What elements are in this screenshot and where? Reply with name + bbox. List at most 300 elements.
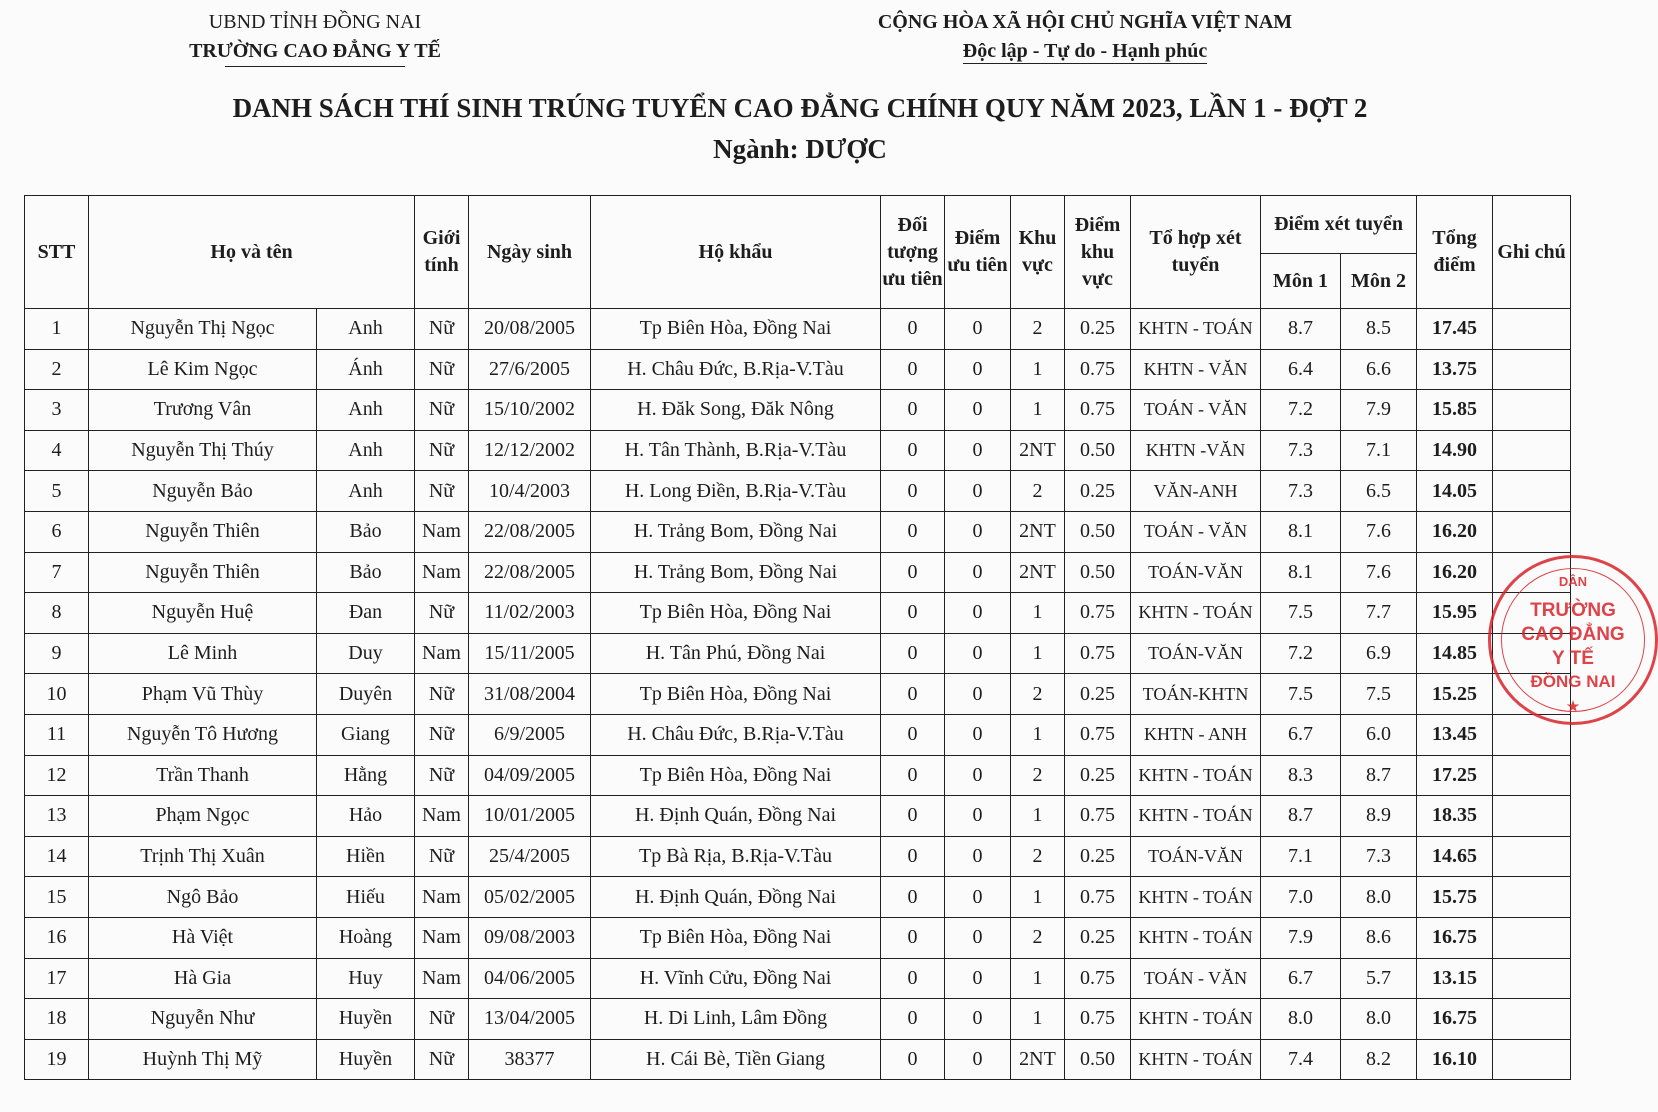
cell-priority-score: 0 xyxy=(945,836,1011,877)
cell-region: 1 xyxy=(1011,633,1065,674)
table-row xyxy=(25,511,1571,552)
cell-subject-2: 7.9 xyxy=(1341,390,1417,431)
cell-priority-score: 0 xyxy=(945,511,1011,552)
cell-region: 2 xyxy=(1011,674,1065,715)
cell-combo: TOÁN - VĂN xyxy=(1131,390,1261,431)
cell-priority-score: 0 xyxy=(945,309,1011,350)
cell-priority-group: 0 xyxy=(881,999,945,1040)
cell-region: 2 xyxy=(1011,309,1065,350)
table-row xyxy=(25,552,1571,593)
cell-priority-score: 0 xyxy=(945,958,1011,999)
table-row xyxy=(25,633,1571,674)
cell-region-score: 0.25 xyxy=(1065,836,1131,877)
cell-total: 18.35 xyxy=(1417,796,1493,837)
cell-priority-group: 0 xyxy=(881,714,945,755)
cell-priority-score: 0 xyxy=(945,796,1011,837)
cell-combo: KHTN - TOÁN xyxy=(1131,593,1261,634)
cell-note xyxy=(1493,471,1571,512)
seal-line-3: Y TẾ xyxy=(1552,648,1594,669)
cell-surname: Nguyễn Tô Hương xyxy=(89,714,317,755)
cell-surname: Nguyễn Huệ xyxy=(89,593,317,634)
cell-subject-2: 6.6 xyxy=(1341,349,1417,390)
table-row xyxy=(25,999,1571,1040)
cell-priority-score: 0 xyxy=(945,430,1011,471)
cell-note xyxy=(1493,390,1571,431)
cell-residence: H. Vĩnh Cửu, Đồng Nai xyxy=(591,958,881,999)
cell-gender: Nam xyxy=(415,511,469,552)
cell-note xyxy=(1493,755,1571,796)
table-row xyxy=(25,471,1571,512)
cell-residence: H. Trảng Bom, Đồng Nai xyxy=(591,511,881,552)
cell-region-score: 0.75 xyxy=(1065,390,1131,431)
cell-given-name: Bảo xyxy=(317,552,415,593)
cell-total: 14.05 xyxy=(1417,471,1493,512)
cell-region-score: 0.75 xyxy=(1065,877,1131,918)
cell-residence: Tp Bà Rịa, B.Rịa-V.Tàu xyxy=(591,836,881,877)
header-combo: Tổ hợp xét tuyển xyxy=(1131,196,1261,309)
cell-surname: Nguyễn Như xyxy=(89,999,317,1040)
cell-dob: 31/08/2004 xyxy=(469,674,591,715)
cell-dob: 10/01/2005 xyxy=(469,796,591,837)
cell-dob: 04/09/2005 xyxy=(469,755,591,796)
cell-region-score: 0.75 xyxy=(1065,796,1131,837)
cell-dob: 6/9/2005 xyxy=(469,714,591,755)
cell-residence: H. Tân Phú, Đồng Nai xyxy=(591,633,881,674)
cell-surname: Phạm Vũ Thùy xyxy=(89,674,317,715)
cell-note xyxy=(1493,349,1571,390)
cell-residence: Tp Biên Hòa, Đồng Nai xyxy=(591,917,881,958)
cell-surname: Trịnh Thị Xuân xyxy=(89,836,317,877)
cell-surname: Trần Thanh xyxy=(89,755,317,796)
cell-region-score: 0.25 xyxy=(1065,917,1131,958)
cell-dob: 22/08/2005 xyxy=(469,511,591,552)
cell-priority-score: 0 xyxy=(945,552,1011,593)
cell-priority-score: 0 xyxy=(945,633,1011,674)
cell-given-name: Bảo xyxy=(317,511,415,552)
cell-subject-1: 8.7 xyxy=(1261,309,1341,350)
cell-priority-group: 0 xyxy=(881,309,945,350)
cell-priority-score: 0 xyxy=(945,593,1011,634)
table-row xyxy=(25,877,1571,918)
national-motto xyxy=(845,8,1325,66)
cell-gender: Nữ xyxy=(415,755,469,796)
cell-combo: KHTN - TOÁN xyxy=(1131,796,1261,837)
cell-gender: Nam xyxy=(415,552,469,593)
cell-total: 15.25 xyxy=(1417,674,1493,715)
cell-region-score: 0.75 xyxy=(1065,593,1131,634)
cell-priority-group: 0 xyxy=(881,796,945,837)
header-subject-2: Môn 2 xyxy=(1341,254,1417,309)
cell-note xyxy=(1493,511,1571,552)
cell-region: 2NT xyxy=(1011,552,1065,593)
cell-region-score: 0.75 xyxy=(1065,349,1131,390)
cell-subject-1: 6.7 xyxy=(1261,958,1341,999)
cell-subject-2: 7.3 xyxy=(1341,836,1417,877)
cell-region-score: 0.75 xyxy=(1065,958,1131,999)
cell-note xyxy=(1493,1039,1571,1080)
cell-given-name: Duy xyxy=(317,633,415,674)
cell-total: 13.45 xyxy=(1417,714,1493,755)
cell-region-score: 0.25 xyxy=(1065,471,1131,512)
table-row xyxy=(25,796,1571,837)
cell-priority-group: 0 xyxy=(881,593,945,634)
cell-subject-1: 7.5 xyxy=(1261,593,1341,634)
cell-total: 13.15 xyxy=(1417,958,1493,999)
cell-given-name: Hoàng xyxy=(317,917,415,958)
header-total: Tổng điểm xyxy=(1417,196,1493,309)
cell-residence: H. Định Quán, Đồng Nai xyxy=(591,877,881,918)
table-row xyxy=(25,917,1571,958)
cell-residence: H. Tân Thành, B.Rịa-V.Tàu xyxy=(591,430,881,471)
cell-given-name: Hiền xyxy=(317,836,415,877)
cell-stt: 10 xyxy=(25,674,89,715)
cell-priority-score: 0 xyxy=(945,755,1011,796)
header-admission-score: Điểm xét tuyển xyxy=(1261,196,1417,254)
cell-surname: Phạm Ngọc xyxy=(89,796,317,837)
cell-combo: TOÁN-VĂN xyxy=(1131,552,1261,593)
cell-surname: Hà Việt xyxy=(89,917,317,958)
header-note: Ghi chú xyxy=(1493,196,1571,309)
cell-subject-2: 8.9 xyxy=(1341,796,1417,837)
cell-total: 16.20 xyxy=(1417,511,1493,552)
cell-combo: VĂN-ANH xyxy=(1131,471,1261,512)
cell-region: 2NT xyxy=(1011,1039,1065,1080)
cell-surname: Nguyễn Thị Ngọc xyxy=(89,309,317,350)
cell-stt: 8 xyxy=(25,593,89,634)
cell-subject-1: 7.1 xyxy=(1261,836,1341,877)
cell-given-name: Đan xyxy=(317,593,415,634)
table-row xyxy=(25,390,1571,431)
cell-residence: H. Đăk Song, Đăk Nông xyxy=(591,390,881,431)
cell-subject-2: 7.6 xyxy=(1341,511,1417,552)
cell-stt: 6 xyxy=(25,511,89,552)
cell-priority-group: 0 xyxy=(881,836,945,877)
cell-subject-2: 8.0 xyxy=(1341,877,1417,918)
cell-total: 15.95 xyxy=(1417,593,1493,634)
cell-priority-group: 0 xyxy=(881,390,945,431)
cell-residence: H. Trảng Bom, Đồng Nai xyxy=(591,552,881,593)
cell-combo: KHTN -VĂN xyxy=(1131,430,1261,471)
cell-total: 14.65 xyxy=(1417,836,1493,877)
cell-given-name: Huyền xyxy=(317,999,415,1040)
cell-total: 16.75 xyxy=(1417,917,1493,958)
cell-region: 2 xyxy=(1011,917,1065,958)
cell-priority-score: 0 xyxy=(945,877,1011,918)
cell-subject-2: 7.5 xyxy=(1341,674,1417,715)
cell-stt: 13 xyxy=(25,796,89,837)
cell-region: 1 xyxy=(1011,349,1065,390)
cell-region-score: 0.50 xyxy=(1065,1039,1131,1080)
cell-gender: Nữ xyxy=(415,999,469,1040)
cell-combo: TOÁN-KHTN xyxy=(1131,674,1261,715)
cell-subject-2: 5.7 xyxy=(1341,958,1417,999)
cell-total: 16.10 xyxy=(1417,1039,1493,1080)
cell-gender: Nữ xyxy=(415,471,469,512)
cell-given-name: Giang xyxy=(317,714,415,755)
cell-dob: 27/6/2005 xyxy=(469,349,591,390)
motto-line-1: CỘNG HÒA XÃ HỘI CHỦ NGHĨA VIỆT NAM xyxy=(877,11,1293,33)
cell-gender: Nam xyxy=(415,958,469,999)
cell-surname: Nguyễn Thiên xyxy=(89,511,317,552)
cell-stt: 5 xyxy=(25,471,89,512)
cell-combo: KHTN - ANH xyxy=(1131,714,1261,755)
cell-residence: Tp Biên Hòa, Đồng Nai xyxy=(591,674,881,715)
cell-region: 2 xyxy=(1011,755,1065,796)
cell-residence: H. Châu Đức, B.Rịa-V.Tàu xyxy=(591,714,881,755)
cell-gender: Nam xyxy=(415,796,469,837)
cell-surname: Lê Kim Ngọc xyxy=(89,349,317,390)
cell-priority-group: 0 xyxy=(881,877,945,918)
cell-surname: Hà Gia xyxy=(89,958,317,999)
cell-given-name: Anh xyxy=(317,471,415,512)
cell-stt: 15 xyxy=(25,877,89,918)
issuing-authority xyxy=(150,8,480,67)
motto-line-2: Độc lập - Tự do - Hạnh phúc xyxy=(962,40,1208,62)
cell-stt: 18 xyxy=(25,999,89,1040)
cell-dob: 15/10/2002 xyxy=(469,390,591,431)
cell-combo: TOÁN - VĂN xyxy=(1131,511,1261,552)
cell-gender: Nữ xyxy=(415,674,469,715)
org-underline xyxy=(225,66,405,67)
cell-gender: Nam xyxy=(415,633,469,674)
cell-given-name: Hảo xyxy=(317,796,415,837)
cell-gender: Nữ xyxy=(415,309,469,350)
admission-table xyxy=(24,195,1571,1080)
cell-note xyxy=(1493,309,1571,350)
cell-region: 1 xyxy=(1011,593,1065,634)
official-seal xyxy=(1488,555,1625,730)
cell-subject-1: 7.0 xyxy=(1261,877,1341,918)
seal-circle xyxy=(1488,555,1658,725)
cell-region-score: 0.75 xyxy=(1065,999,1131,1040)
cell-note xyxy=(1493,958,1571,999)
cell-subject-1: 6.4 xyxy=(1261,349,1341,390)
cell-combo: TOÁN - VĂN xyxy=(1131,958,1261,999)
header-stt: STT xyxy=(25,196,89,309)
cell-priority-score: 0 xyxy=(945,349,1011,390)
cell-priority-group: 0 xyxy=(881,755,945,796)
cell-subject-1: 7.2 xyxy=(1261,390,1341,431)
header-priority-score: Điểm ưu tiên xyxy=(945,196,1011,309)
cell-region: 1 xyxy=(1011,877,1065,918)
cell-priority-score: 0 xyxy=(945,674,1011,715)
cell-priority-score: 0 xyxy=(945,714,1011,755)
cell-subject-1: 8.1 xyxy=(1261,511,1341,552)
cell-combo: KHTN - TOÁN xyxy=(1131,309,1261,350)
cell-gender: Nam xyxy=(415,917,469,958)
cell-stt: 12 xyxy=(25,755,89,796)
cell-combo: KHTN - TOÁN xyxy=(1131,877,1261,918)
cell-subject-1: 7.3 xyxy=(1261,471,1341,512)
cell-priority-group: 0 xyxy=(881,674,945,715)
cell-priority-group: 0 xyxy=(881,552,945,593)
header-region-score: Điểm khu vực xyxy=(1065,196,1131,309)
cell-given-name: Huyền xyxy=(317,1039,415,1080)
cell-subject-2: 6.5 xyxy=(1341,471,1417,512)
cell-subject-1: 8.1 xyxy=(1261,552,1341,593)
cell-given-name: Anh xyxy=(317,309,415,350)
cell-subject-1: 6.7 xyxy=(1261,714,1341,755)
table-row xyxy=(25,430,1571,471)
cell-dob: 11/02/2003 xyxy=(469,593,591,634)
cell-subject-2: 6.0 xyxy=(1341,714,1417,755)
cell-given-name: Duyên xyxy=(317,674,415,715)
cell-total: 13.75 xyxy=(1417,349,1493,390)
cell-subject-2: 7.1 xyxy=(1341,430,1417,471)
org-line-1: UBND TỈNH ĐỒNG NAI xyxy=(208,11,422,33)
cell-dob: 22/08/2005 xyxy=(469,552,591,593)
table-row xyxy=(25,714,1571,755)
header-region: Khu vực xyxy=(1011,196,1065,309)
cell-subject-2: 8.5 xyxy=(1341,309,1417,350)
cell-residence: H. Định Quán, Đồng Nai xyxy=(591,796,881,837)
header-priority-group: Đối tượng ưu tiên xyxy=(881,196,945,309)
cell-priority-group: 0 xyxy=(881,349,945,390)
cell-priority-group: 0 xyxy=(881,430,945,471)
cell-priority-group: 0 xyxy=(881,471,945,512)
cell-combo: TOÁN-VĂN xyxy=(1131,836,1261,877)
cell-region: 1 xyxy=(1011,999,1065,1040)
header-gender: Giới tính xyxy=(415,196,469,309)
cell-priority-score: 0 xyxy=(945,471,1011,512)
cell-gender: Nữ xyxy=(415,1039,469,1080)
cell-note xyxy=(1493,796,1571,837)
table-row xyxy=(25,593,1571,634)
cell-stt: 19 xyxy=(25,1039,89,1080)
cell-region: 1 xyxy=(1011,714,1065,755)
cell-priority-score: 0 xyxy=(945,390,1011,431)
cell-subject-2: 7.6 xyxy=(1341,552,1417,593)
table-row xyxy=(25,309,1571,350)
cell-gender: Nữ xyxy=(415,390,469,431)
cell-dob: 25/4/2005 xyxy=(469,836,591,877)
cell-stt: 9 xyxy=(25,633,89,674)
cell-dob: 12/12/2002 xyxy=(469,430,591,471)
cell-gender: Nữ xyxy=(415,430,469,471)
cell-priority-score: 0 xyxy=(945,917,1011,958)
cell-priority-group: 0 xyxy=(881,633,945,674)
cell-priority-group: 0 xyxy=(881,1039,945,1080)
cell-region: 1 xyxy=(1011,958,1065,999)
cell-stt: 14 xyxy=(25,836,89,877)
document-subtitle: Ngành: DƯỢC xyxy=(713,134,887,164)
cell-subject-1: 7.9 xyxy=(1261,917,1341,958)
cell-priority-group: 0 xyxy=(881,958,945,999)
cell-region: 2 xyxy=(1011,836,1065,877)
cell-region-score: 0.25 xyxy=(1065,309,1131,350)
cell-surname: Trương Vân xyxy=(89,390,317,431)
cell-combo: KHTN - TOÁN xyxy=(1131,917,1261,958)
cell-region-score: 0.50 xyxy=(1065,511,1131,552)
cell-region-score: 0.25 xyxy=(1065,755,1131,796)
cell-stt: 4 xyxy=(25,430,89,471)
cell-surname: Nguyễn Bảo xyxy=(89,471,317,512)
cell-combo: KHTN - VĂN xyxy=(1131,349,1261,390)
cell-total: 14.90 xyxy=(1417,430,1493,471)
seal-line-4: ĐỒNG NAI xyxy=(1530,672,1616,691)
cell-gender: Nam xyxy=(415,877,469,918)
cell-note xyxy=(1493,917,1571,958)
table-row xyxy=(25,349,1571,390)
seal-line-2: CAO ĐẲNG xyxy=(1521,624,1625,645)
cell-subject-1: 8.3 xyxy=(1261,755,1341,796)
cell-given-name: Hằng xyxy=(317,755,415,796)
cell-surname: Lê Minh xyxy=(89,633,317,674)
cell-gender: Nữ xyxy=(415,714,469,755)
cell-note xyxy=(1493,999,1571,1040)
cell-given-name: Anh xyxy=(317,430,415,471)
cell-residence: Tp Biên Hòa, Đồng Nai xyxy=(591,593,881,634)
cell-residence: H. Long Điền, B.Rịa-V.Tàu xyxy=(591,471,881,512)
cell-dob: 20/08/2005 xyxy=(469,309,591,350)
cell-subject-2: 8.7 xyxy=(1341,755,1417,796)
header-residence: Hộ khẩu xyxy=(591,196,881,309)
cell-note xyxy=(1493,430,1571,471)
cell-dob: 13/04/2005 xyxy=(469,999,591,1040)
cell-region-score: 0.75 xyxy=(1065,714,1131,755)
cell-subject-1: 7.2 xyxy=(1261,633,1341,674)
cell-residence: H. Châu Đức, B.Rịa-V.Tàu xyxy=(591,349,881,390)
org-line-2: TRƯỜNG CAO ĐẲNG Y TẾ xyxy=(189,40,441,62)
cell-priority-score: 0 xyxy=(945,999,1011,1040)
cell-total: 17.25 xyxy=(1417,755,1493,796)
cell-given-name: Hiếu xyxy=(317,877,415,918)
header-subject-1: Môn 1 xyxy=(1261,254,1341,309)
cell-dob: 10/4/2003 xyxy=(469,471,591,512)
cell-priority-score: 0 xyxy=(945,1039,1011,1080)
seal-top-text: DÂN xyxy=(1558,574,1588,589)
cell-combo: KHTN - TOÁN xyxy=(1131,755,1261,796)
cell-region: 1 xyxy=(1011,796,1065,837)
cell-total: 14.85 xyxy=(1417,633,1493,674)
cell-total: 15.85 xyxy=(1417,390,1493,431)
table-row xyxy=(25,836,1571,877)
cell-surname: Nguyễn Thiên xyxy=(89,552,317,593)
cell-dob: 09/08/2003 xyxy=(469,917,591,958)
cell-subject-2: 7.7 xyxy=(1341,593,1417,634)
document-title: DANH SÁCH THÍ SINH TRÚNG TUYỂN CAO ĐẲNG CHÍNH QUY NĂM 2023, LẦN 1 - ĐỢT 2 xyxy=(232,93,1368,123)
cell-dob: 38377 xyxy=(469,1039,591,1080)
cell-stt: 1 xyxy=(25,309,89,350)
cell-residence: Tp Biên Hòa, Đồng Nai xyxy=(591,309,881,350)
cell-surname: Nguyễn Thị Thúy xyxy=(89,430,317,471)
seal-star-icon: ★ xyxy=(1566,698,1580,714)
cell-subject-1: 7.4 xyxy=(1261,1039,1341,1080)
cell-subject-1: 7.5 xyxy=(1261,674,1341,715)
table-row xyxy=(25,755,1571,796)
cell-note xyxy=(1493,836,1571,877)
cell-region: 2NT xyxy=(1011,430,1065,471)
cell-subject-1: 8.0 xyxy=(1261,999,1341,1040)
cell-total: 16.75 xyxy=(1417,999,1493,1040)
seal-line-1: TRƯỜNG xyxy=(1530,600,1616,621)
cell-given-name: Huy xyxy=(317,958,415,999)
cell-subject-2: 8.0 xyxy=(1341,999,1417,1040)
cell-combo: KHTN - TOÁN xyxy=(1131,1039,1261,1080)
cell-residence: H. Cái Bè, Tiền Giang xyxy=(591,1039,881,1080)
cell-surname: Huỳnh Thị Mỹ xyxy=(89,1039,317,1080)
cell-stt: 16 xyxy=(25,917,89,958)
cell-note xyxy=(1493,877,1571,918)
cell-region-score: 0.75 xyxy=(1065,633,1131,674)
cell-gender: Nữ xyxy=(415,836,469,877)
cell-dob: 15/11/2005 xyxy=(469,633,591,674)
cell-stt: 7 xyxy=(25,552,89,593)
cell-combo: TOÁN-VĂN xyxy=(1131,633,1261,674)
table-row xyxy=(25,1039,1571,1080)
cell-stt: 17 xyxy=(25,958,89,999)
header-name: Họ và tên xyxy=(89,196,415,309)
